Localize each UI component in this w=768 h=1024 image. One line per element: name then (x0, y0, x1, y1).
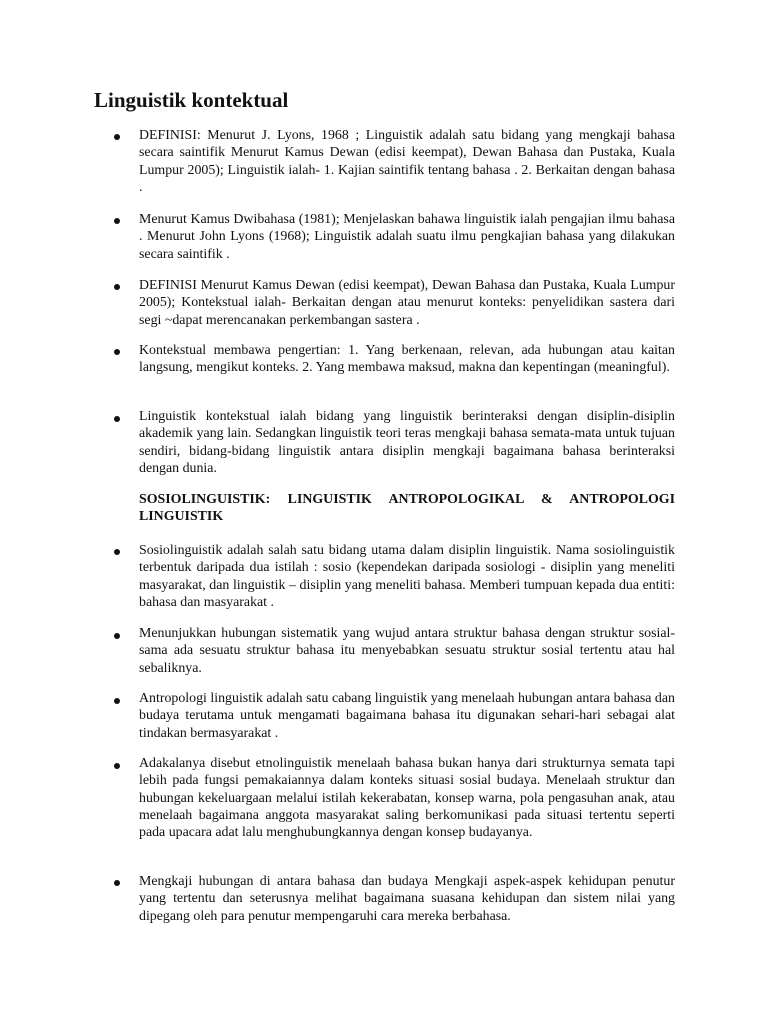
bullet-icon (114, 633, 120, 639)
bullet-icon (114, 134, 120, 140)
bullet-icon (114, 349, 120, 355)
bullet-icon (114, 763, 120, 769)
bullet-icon (114, 880, 120, 886)
bullet-icon (114, 549, 120, 555)
paragraph-text: DEFINISI: Menurut J. Lyons, 1968 ; Linguistik adalah satu bidang yang mengkaji bahasa secara saintifik Menurut Kamus Dewan (edisi keempat), Dewan Bahasa dan Pustaka, Kuala Lumpur 2005); Linguistik ialah- 1. Kajian saintifik tentang bahasa . 2. Berkaitan dengan bahasa . (139, 128, 675, 195)
paragraph-text: Linguistik kontekstual ialah bidang yang linguistik berinteraksi dengan disiplin-disiplin akademik yang lain. Sedangkan linguistik teori teras mengkaji bahasa semata-mata untuk tujuan sendiri, bidang-bidang linguistik antara disiplin mengkaji bagaimana bahasa berinteraksi dengan dunia. (139, 409, 675, 476)
bullet-icon (114, 218, 120, 224)
paragraph-text: Menurut Kamus Dwibahasa (1981); Menjelaskan bahawa linguistik ialah pengajian ilmu bahasa . Menurut John Lyons (1968); Linguistik adalah suatu ilmu pengkajian bahasa yang dilakukan secara saintifik . (139, 212, 675, 262)
paragraph-text: Antropologi linguistik adalah satu cabang linguistik yang menelaah hubungan antara bahasa dan budaya terutama untuk mengamati bagaimana bahasa itu digunakan sehari-hari sebagai alat tindakan bermasyarakat . (139, 691, 675, 741)
bullet-icon (114, 416, 120, 422)
paragraph-text: Sosiolinguistik adalah salah satu bidang utama dalam disiplin linguistik. Nama sosiolinguistik terbentuk daripada dua istilah : sosio (kependekan daripada sosiologi - disiplin yang meneliti masyarakat, dan linguistik – disiplin yang meneliti bahasa. Memberi tumpuan kepada dua entiti: bahasa dan masyarakat . (139, 543, 675, 610)
paragraph-text: Mengkaji hubungan di antara bahasa dan budaya Mengkaji aspek-aspek kehidupan penutur yang tertentu dan seterusnya melihat bagaimana suasana kehidupan dan sistem nilai yang dipegang oleh para penutur mempengaruhi cara mereka berbahasa. (139, 874, 675, 924)
paragraph-text: Kontekstual membawa pengertian: 1. Yang berkenaan, relevan, ada hubungan atau kaitan langsung, mengikut konteks. 2. Yang membawa maksud, makna dan kepentingan (meaningful). (139, 343, 675, 376)
paragraph-text: Menunjukkan hubungan sistematik yang wujud antara struktur bahasa dengan struktur sosial-sama ada sesuatu struktur bahasa itu menyebabkan sesuatu struktur sosial tertentu atau hal sebaliknya. (139, 626, 675, 676)
paragraph-text: DEFINISI Menurut Kamus Dewan (edisi keempat), Dewan Bahasa dan Pustaka, Kuala Lumpur 2005); Kontekstual ialah- Berkaitan dengan atau menurut konteks: penyelidikan sastera dari segi ~dapat merencanakan perkembangan sastera . (139, 278, 675, 328)
paragraph-text: Adakalanya disebut etnolinguistik menelaah bahasa bukan hanya dari strukturnya semata tapi lebih pada fungsi pemakaiannya dalam konteks situasi sosial budaya. Menelaah struktur dan hubungan kekeluargaan melalui istilah kekerabatan, konsep warna, pola pengasuhan anak, atau menelaah bagaimana anggota masyarakat saling berkomunikasi pada situasi tertentu seperti pada upacara adat lalu menghubungkannya dengan konsep budayanya. (139, 756, 675, 841)
document-title: Linguistik kontektual (94, 88, 289, 112)
bullet-icon (114, 284, 120, 290)
bullet-icon (114, 698, 120, 704)
section-heading: SOSIOLINGUISTIK: LINGUISTIK ANTROPOLOGIKAL & ANTROPOLOGI LINGUISTIK (139, 492, 675, 525)
